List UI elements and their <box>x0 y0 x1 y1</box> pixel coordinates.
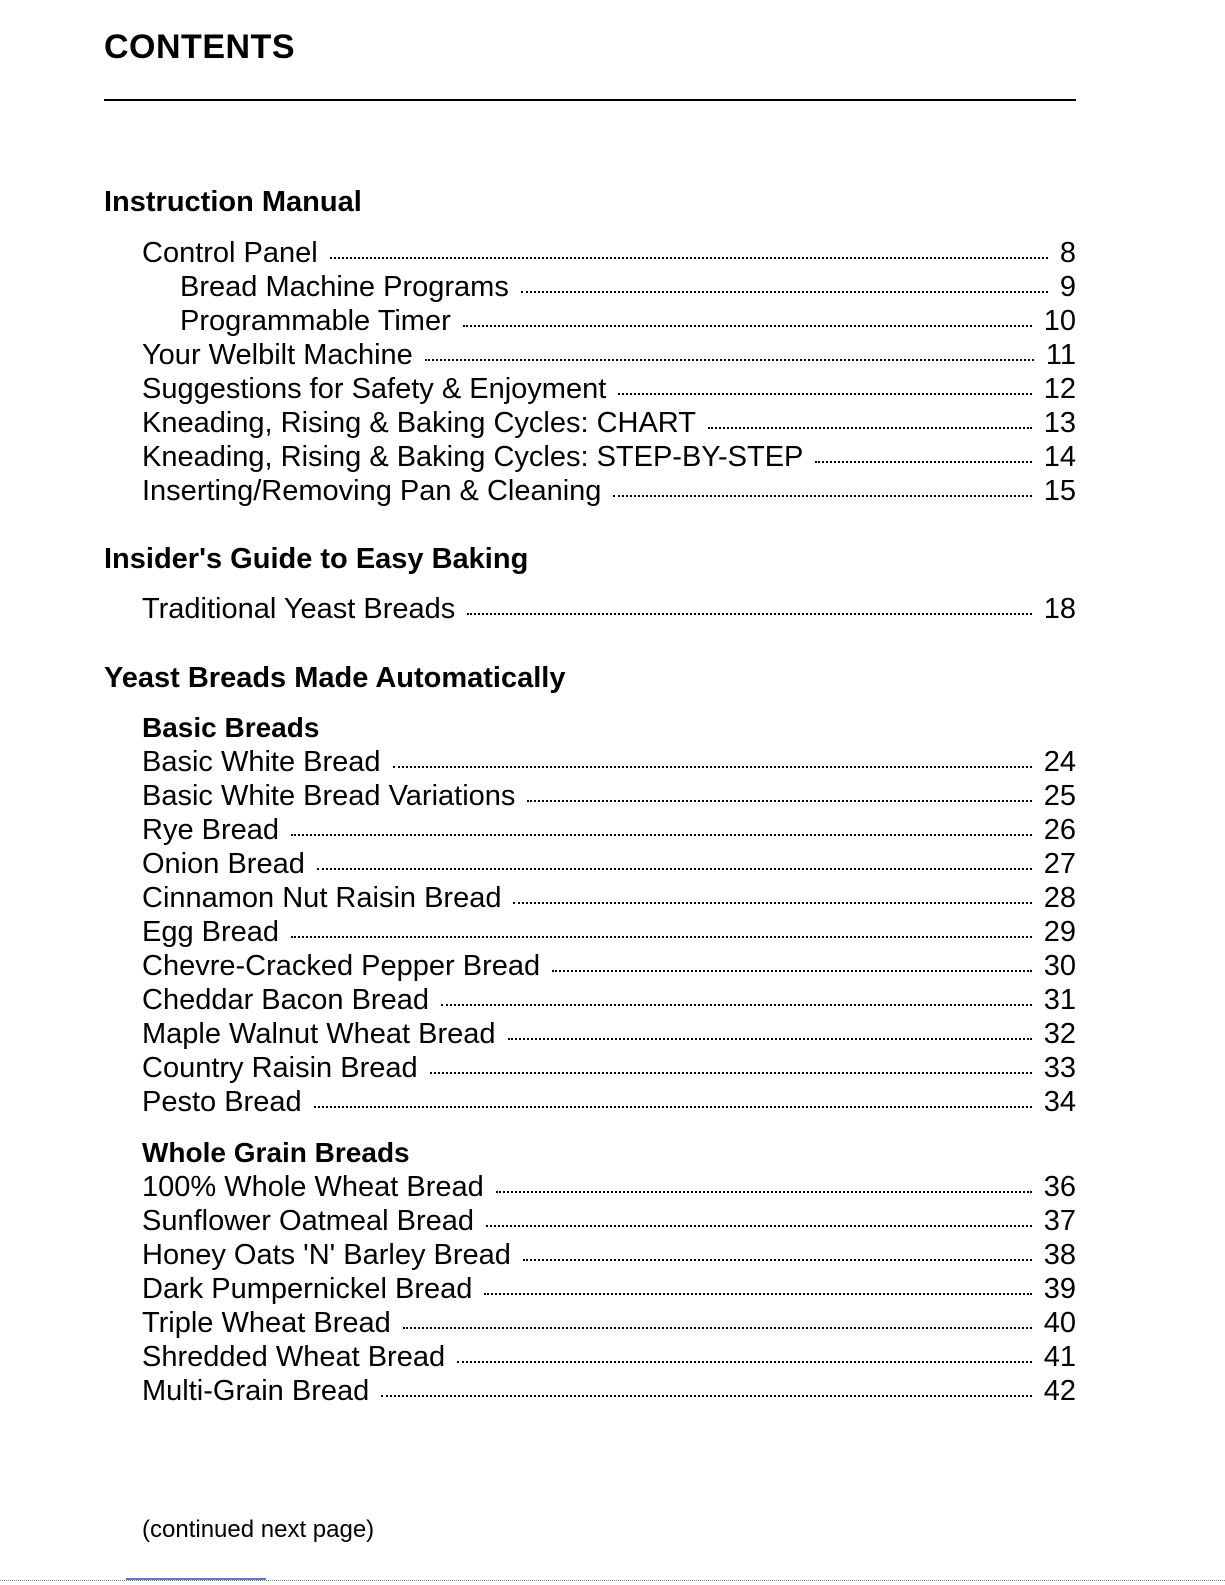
section-heading-instruction-manual: Instruction Manual <box>104 186 362 218</box>
toc-entry[interactable] <box>142 1086 1076 1119</box>
dot-leader <box>430 1072 1032 1074</box>
dot-leader <box>403 1327 1032 1329</box>
toc-entry-page: 41 <box>1043 1341 1076 1373</box>
toc-entry-label: Inserting/Removing Pan & Cleaning <box>142 475 602 507</box>
toc-entry-label: Kneading, Rising & Baking Cycles: CHART <box>142 407 696 439</box>
toc-entry[interactable] <box>142 882 1076 915</box>
toc-entry[interactable] <box>142 1239 1076 1272</box>
toc-entry-label: Honey Oats 'N' Barley Bread <box>142 1239 511 1271</box>
toc-entry[interactable] <box>142 1307 1076 1340</box>
dot-leader <box>317 868 1032 870</box>
toc-entry[interactable] <box>142 475 1076 508</box>
toc-entry-page: 24 <box>1043 746 1076 778</box>
toc-entry-label: Cheddar Bacon Bread <box>142 984 429 1016</box>
toc-entry-page: 33 <box>1043 1052 1076 1084</box>
toc-entry-page: 13 <box>1043 407 1076 439</box>
dot-leader <box>513 902 1031 904</box>
toc-entry-page: 37 <box>1043 1205 1076 1237</box>
dot-leader <box>330 257 1048 259</box>
dot-leader <box>393 766 1032 768</box>
toc-entry[interactable] <box>142 848 1076 881</box>
toc-entry-page: 28 <box>1043 882 1076 914</box>
toc-entry-label: Shredded Wheat Bread <box>142 1341 446 1373</box>
toc-entry[interactable] <box>142 593 1076 626</box>
subsection-heading-whole-grain-breads: Whole Grain Breads <box>142 1137 410 1168</box>
toc-entry[interactable] <box>142 237 1076 270</box>
toc-entry[interactable] <box>142 1375 1076 1408</box>
toc-entry-label: Multi-Grain Bread <box>142 1375 370 1407</box>
toc-entry[interactable] <box>142 441 1076 474</box>
toc-entry-label: Chevre-Cracked Pepper Bread <box>142 950 541 982</box>
dot-leader <box>521 291 1048 293</box>
toc-entry[interactable] <box>142 1052 1076 1085</box>
toc-entry-label: Egg Bread <box>142 916 280 948</box>
dot-leader <box>618 393 1031 395</box>
toc-entry[interactable] <box>142 1171 1076 1204</box>
toc-entry[interactable] <box>142 373 1076 406</box>
toc-entry-page: 14 <box>1043 441 1076 473</box>
dot-leader <box>527 800 1031 802</box>
toc-entry-page: 11 <box>1045 339 1076 371</box>
continued-note: (continued next page) <box>142 1516 375 1543</box>
dot-leader <box>425 359 1034 361</box>
toc-entry[interactable] <box>142 746 1076 779</box>
dot-leader <box>484 1293 1031 1295</box>
toc-entry-label: Rye Bread <box>142 814 280 846</box>
toc-entry[interactable] <box>180 305 1076 338</box>
toc-entry-label: Pesto Bread <box>142 1086 302 1118</box>
toc-entry-label: Basic White Bread <box>142 746 381 778</box>
dot-leader <box>381 1395 1031 1397</box>
toc-entry[interactable] <box>142 407 1076 440</box>
toc-entry-label: Suggestions for Safety & Enjoyment <box>142 373 607 405</box>
dot-leader <box>508 1038 1032 1040</box>
toc-entry[interactable] <box>142 916 1076 949</box>
toc-entry-label: Triple Wheat Bread <box>142 1307 391 1339</box>
toc-entry-page: 15 <box>1043 475 1076 507</box>
toc-entry-label: Sunflower Oatmeal Bread <box>142 1205 475 1237</box>
dot-leader <box>314 1106 1032 1108</box>
toc-entry-label: Basic White Bread Variations <box>142 780 516 812</box>
dot-leader <box>291 834 1032 836</box>
toc-entry-page: 25 <box>1043 780 1076 812</box>
toc-entry-page: 26 <box>1043 814 1076 846</box>
toc-entry[interactable] <box>142 339 1076 372</box>
toc-entry-label: Dark Pumpernickel Bread <box>142 1273 473 1305</box>
toc-entry-page: 27 <box>1043 848 1076 880</box>
toc-entry-label: Control Panel <box>142 237 318 269</box>
toc-entry[interactable] <box>142 780 1076 813</box>
toc-entry-label: Traditional Yeast Breads <box>142 593 456 625</box>
dot-leader <box>467 613 1031 615</box>
toc-entry-label: Country Raisin Bread <box>142 1052 418 1084</box>
toc-entry[interactable] <box>142 1341 1076 1374</box>
toc-entry-page: 39 <box>1043 1273 1076 1305</box>
page-bottom-divider <box>0 1580 1225 1581</box>
toc-entry-label: Cinnamon Nut Raisin Bread <box>142 882 502 914</box>
toc-entry-label: Kneading, Rising & Baking Cycles: STEP-BY-STEP <box>142 441 804 473</box>
toc-entry-label: 100% Whole Wheat Bread <box>142 1171 484 1203</box>
toc-entry-page: 10 <box>1043 305 1076 337</box>
toc-entry-page: 32 <box>1043 1018 1076 1050</box>
dot-leader <box>441 1004 1032 1006</box>
dot-leader <box>457 1361 1032 1363</box>
dot-leader <box>552 970 1032 972</box>
toc-entry-page: 29 <box>1043 916 1076 948</box>
toc-entry-label: Your Welbilt Machine <box>142 339 413 371</box>
toc-entry[interactable] <box>142 984 1076 1017</box>
dot-leader <box>291 936 1032 938</box>
dot-leader <box>613 495 1031 497</box>
dot-leader <box>708 427 1032 429</box>
toc-entry-page: 42 <box>1043 1375 1076 1407</box>
toc-entry-label: Onion Bread <box>142 848 305 880</box>
toc-entry[interactable] <box>142 1205 1076 1238</box>
toc-entry-page: 9 <box>1059 271 1076 303</box>
page-title: CONTENTS <box>104 28 295 66</box>
section-heading-yeast-breads: Yeast Breads Made Automatically <box>104 662 566 694</box>
toc-entry-page: 8 <box>1059 237 1076 269</box>
dot-leader <box>463 325 1032 327</box>
toc-entry-page: 40 <box>1043 1307 1076 1339</box>
toc-entry-page: 18 <box>1043 593 1076 625</box>
toc-entry[interactable] <box>142 814 1076 847</box>
toc-entry-label: Programmable Timer <box>180 305 451 337</box>
toc-entry-page: 34 <box>1043 1086 1076 1118</box>
toc-entry[interactable] <box>180 271 1076 304</box>
dot-leader <box>523 1259 1032 1261</box>
toc-entry[interactable] <box>142 1018 1076 1051</box>
dot-leader <box>496 1191 1032 1193</box>
toc-entry[interactable] <box>142 950 1076 983</box>
toc-entry-page: 30 <box>1043 950 1076 982</box>
toc-entry-page: 12 <box>1043 373 1076 405</box>
toc-entry-label: Maple Walnut Wheat Bread <box>142 1018 496 1050</box>
subsection-heading-basic-breads: Basic Breads <box>142 712 320 743</box>
title-divider <box>104 99 1076 101</box>
toc-entry-page: 31 <box>1043 984 1076 1016</box>
page-bottom-marker <box>126 1578 266 1580</box>
toc-entry-page: 38 <box>1043 1239 1076 1271</box>
toc-entry-page: 36 <box>1043 1171 1076 1203</box>
dot-leader <box>486 1225 1032 1227</box>
toc-entry[interactable] <box>142 1273 1076 1306</box>
section-heading-insiders-guide: Insider's Guide to Easy Baking <box>104 543 529 575</box>
toc-entry-label: Bread Machine Programs <box>180 271 509 303</box>
dot-leader <box>815 461 1031 463</box>
